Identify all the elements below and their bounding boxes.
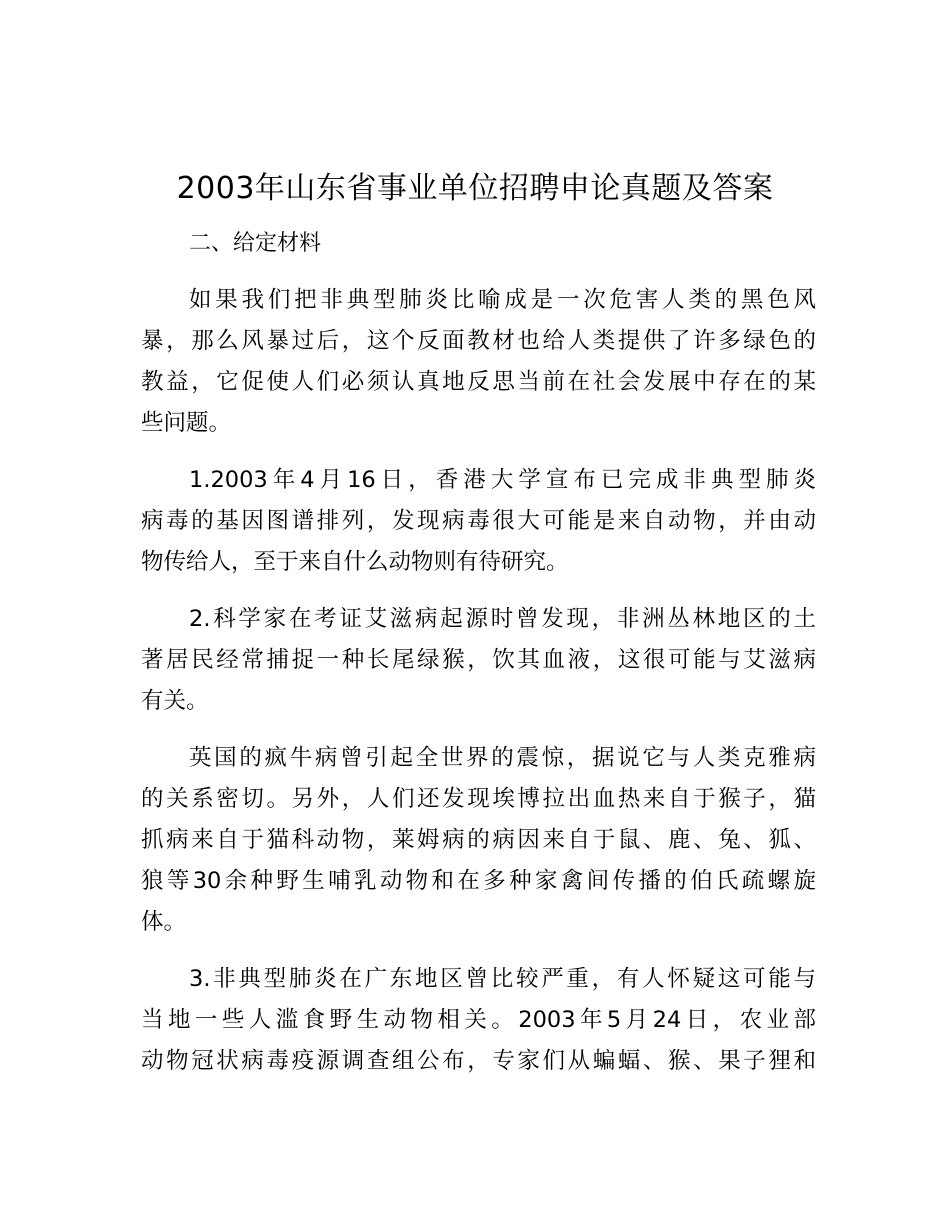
- paragraph-line: 抓病来自于猫科动物，莱姆病的病因来自于鼠、鹿、兔、狐、: [141, 827, 816, 853]
- paragraph-line: 英国的疯牛病曾引起全世界的震惊，据说它与人类克雅病: [189, 745, 816, 771]
- paragraph-line: 如果我们把非典型肺炎比喻成是一次危害人类的黑色风: [189, 287, 816, 313]
- paragraph-line: 些问题。: [141, 410, 232, 436]
- section-heading: 二、给定材料: [189, 231, 322, 256]
- paragraph-5: [141, 959, 816, 1082]
- document-title: 2003年山东省事业单位招聘申论真题及答案: [176, 171, 774, 206]
- paragraph-line: 物传给人，至于来自什么动物则有待研究。: [141, 549, 569, 575]
- paragraph-line: 的关系密切。另外，人们还发现埃博拉出血热来自于猴子，猫: [141, 786, 816, 812]
- paragraph-line: 当地一些人滥食野生动物相关。2003年5月24日，农业部: [141, 1007, 816, 1033]
- paragraph-line: 有关。: [141, 688, 209, 714]
- paragraph-line: 著居民经常捕捉一种长尾绿猴，饮其血液，这很可能与艾滋病: [141, 647, 816, 673]
- paragraph-2: [141, 460, 816, 583]
- paragraph-line: 体。: [141, 909, 187, 935]
- paragraph-line: 狼等30余种野生哺乳动物和在多种家禽间传播的伯氏疏螺旋: [141, 868, 816, 894]
- paragraph-3: [141, 599, 816, 722]
- paragraph-line: 教益，它促使人们必须认真地反思当前在社会发展中存在的某: [141, 369, 816, 395]
- paragraph-line: 3.非典型肺炎在广东地区曾比较严重，有人怀疑这可能与: [189, 966, 816, 992]
- paragraph-line: 病毒的基因图谱排列，发现病毒很大可能是来自动物，并由动: [141, 508, 816, 534]
- paragraph-line: 1.2003年4月16日，香港大学宣布已完成非典型肺炎: [189, 467, 816, 493]
- paragraph-4: [141, 738, 816, 943]
- paragraph-line: 2.科学家在考证艾滋病起源时曾发现，非洲丛林地区的土: [189, 606, 816, 632]
- paragraph-line: 动物冠状病毒疫源调查组公布，专家们从蝙蝠、猴、果子狸和: [141, 1048, 816, 1074]
- paragraph-1: [141, 280, 816, 444]
- paragraph-line: 暴，那么风暴过后，这个反面教材也给人类提供了许多绿色的: [141, 328, 816, 354]
- document-body: [141, 224, 816, 1082]
